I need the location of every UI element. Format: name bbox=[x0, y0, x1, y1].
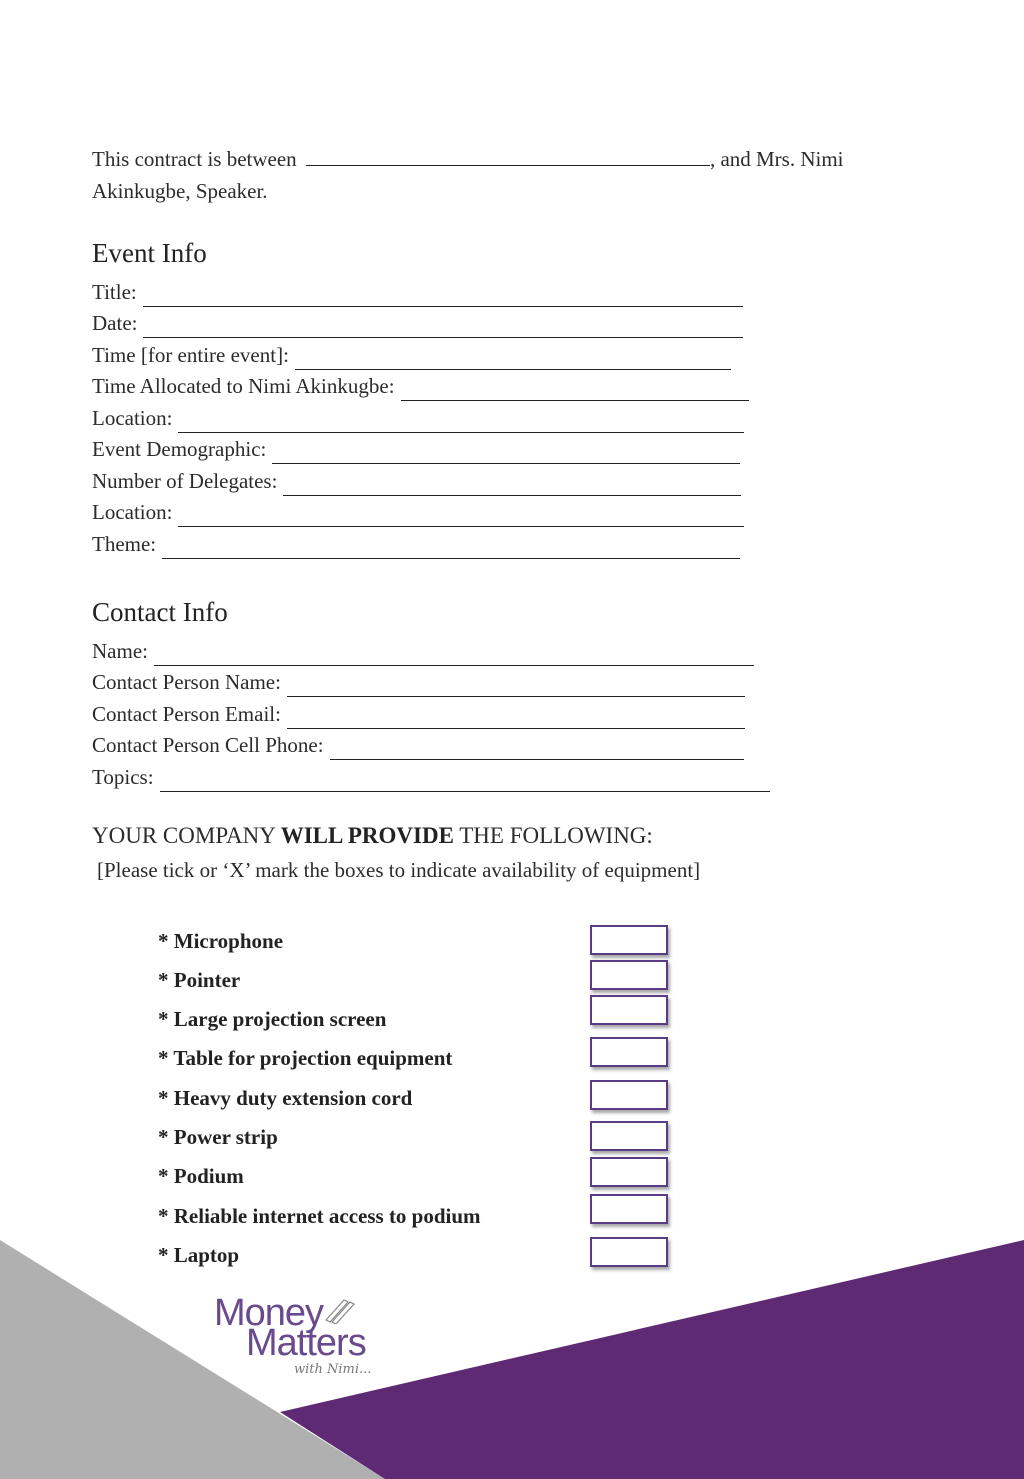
purple-wedge bbox=[280, 1240, 1024, 1479]
field-label: Time Allocated to Nimi Akinkugbe: bbox=[92, 374, 395, 398]
field-label: Contact Person Email: bbox=[92, 702, 281, 726]
field-label: Number of Delegates: bbox=[92, 469, 278, 493]
equipment-item: * Podium bbox=[158, 1164, 244, 1188]
intro-line2: Akinkugbe, Speaker. bbox=[92, 179, 268, 203]
equipment-item: * Heavy duty extension cord bbox=[158, 1086, 413, 1110]
field-label: Date: bbox=[92, 311, 138, 335]
logo-tagline: with Nimi... bbox=[294, 1362, 372, 1377]
field-label: Time [for entire event]: bbox=[92, 343, 289, 367]
provide-note: [Please tick or ‘X’ mark the boxes to indicate availability of equipment] bbox=[97, 858, 701, 882]
field-label: Location: bbox=[92, 406, 173, 430]
equipment-item: * Laptop bbox=[158, 1243, 240, 1267]
logo-pages-icon bbox=[322, 1298, 356, 1324]
field-label: Name: bbox=[92, 639, 148, 663]
intro-prefix: This contract is between bbox=[92, 147, 297, 171]
equipment-item: * Reliable internet access to podium bbox=[158, 1204, 481, 1228]
intro-suffix: , and Mrs. Nimi bbox=[709, 147, 844, 171]
provide-part2: THE FOLLOWING: bbox=[453, 823, 653, 848]
field-label: Topics: bbox=[92, 765, 154, 789]
equipment-item: * Table for projection equipment bbox=[158, 1046, 453, 1070]
event-info-heading: Event Info bbox=[92, 238, 207, 268]
provide-part1: YOUR COMPANY bbox=[92, 823, 281, 848]
contact-info-heading: Contact Info bbox=[92, 597, 228, 627]
logo-word-matters: Matters bbox=[246, 1322, 366, 1364]
field-label: Contact Person Name: bbox=[92, 670, 281, 694]
field-label: Title: bbox=[92, 280, 137, 304]
field-label: Theme: bbox=[92, 532, 157, 556]
equipment-item: * Pointer bbox=[158, 968, 241, 992]
equipment-item: * Microphone bbox=[158, 929, 284, 953]
field-label: Contact Person Cell Phone: bbox=[92, 733, 324, 757]
provide-bold: WILL PROVIDE bbox=[280, 823, 454, 848]
equipment-item: * Power strip bbox=[158, 1125, 278, 1149]
money-matters-logo bbox=[214, 1292, 389, 1392]
field-label: Location: bbox=[92, 500, 173, 524]
field-label: Event Demographic: bbox=[92, 437, 267, 461]
logo-word-money: Money bbox=[214, 1292, 324, 1334]
equipment-item: * Large projection screen bbox=[158, 1007, 387, 1031]
